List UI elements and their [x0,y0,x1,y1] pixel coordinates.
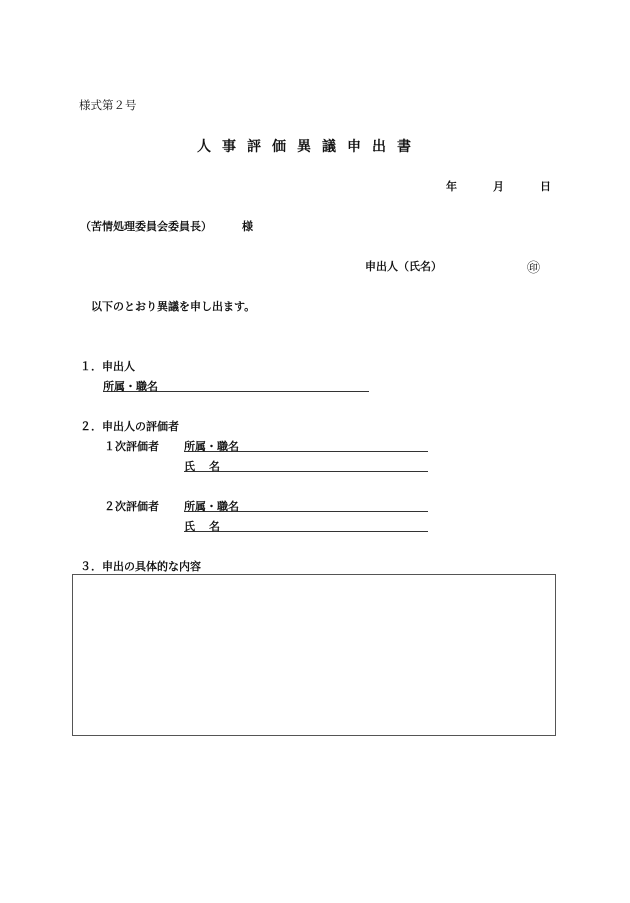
form-number: 様式第２号 [79,98,137,112]
evaluator1-affiliation-label: 所属・職名 [184,440,239,453]
evaluator2-name-label: 氏名 [184,520,234,533]
date-month: 月 [493,180,504,193]
intro-text: 以下のとおり異議を申し出ます。 [91,300,256,313]
section2-heading: ２．申出人の評価者 [80,420,179,433]
evaluator2-label: ２次評価者 [104,500,159,513]
applicant-affiliation-label: 所属・職名 [103,380,158,393]
evaluator2-affiliation-field [184,498,428,512]
applicant-affiliation-field [103,378,369,392]
applicant-name-label: 申出人（氏名） [365,260,442,273]
seal-mark: ㊞ [527,261,541,276]
date-day: 日 [540,180,551,193]
evaluator2-name-field [184,518,428,532]
section3-heading: ３．申出の具体的な内容 [80,560,201,573]
addressee-honorific: 様 [242,220,253,233]
evaluator1-name-field [184,458,428,472]
document-title: 人事評価異議申出書 [197,139,422,155]
evaluator1-name-label: 氏名 [184,460,234,473]
evaluator2-affiliation-label: 所属・職名 [184,500,239,513]
section1-heading: １．申出人 [80,360,135,373]
addressee-name: （苦情処理委員会委員長） [80,220,212,233]
date-year: 年 [446,180,457,193]
complaint-details-box[interactable] [72,574,556,736]
evaluator1-label: １次評価者 [104,440,159,453]
evaluator1-affiliation-field [184,438,428,452]
